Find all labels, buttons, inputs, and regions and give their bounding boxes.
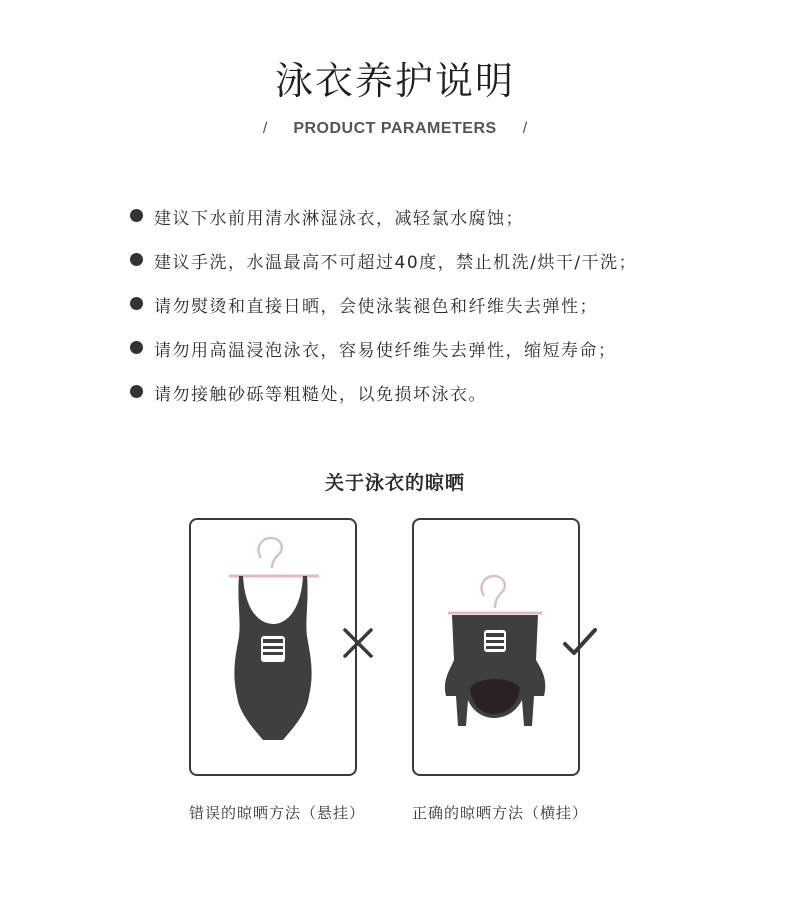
care-tip-text: 请勿接触砂砾等粗糙处，以免损坏泳衣。 — [154, 385, 487, 405]
care-tip-text: 请勿熨烫和直接日晒，会使泳装褪色和纤维失去弹性； — [154, 297, 598, 317]
bullet-icon — [130, 297, 143, 310]
bullet-icon — [130, 385, 143, 398]
care-tip — [130, 336, 750, 380]
care-tip — [130, 292, 750, 336]
subtitle-slash-left: / — [262, 120, 268, 137]
folded-swimsuit-illustration — [414, 520, 578, 774]
wrong-method-caption: 错误的晾晒方法（悬挂） — [189, 804, 366, 822]
check-icon — [562, 626, 598, 660]
wrong-drying-illustration — [189, 518, 357, 776]
subtitle-text: PRODUCT PARAMETERS — [293, 120, 497, 137]
cross-icon — [341, 626, 375, 660]
subtitle-slash-right: / — [522, 120, 528, 137]
bullet-icon — [130, 341, 143, 354]
right-drying-illustration — [412, 518, 580, 776]
care-tip — [130, 248, 750, 292]
drying-section-title: 关于泳衣的晾晒 — [324, 472, 465, 494]
page-title: 泳衣养护说明 — [274, 59, 515, 103]
hanging-swimsuit-illustration — [191, 520, 355, 774]
care-tip-text: 建议下水前用清水淋湿泳衣，减轻氯水腐蚀； — [154, 209, 524, 229]
page-subtitle — [0, 120, 790, 138]
care-tips-list — [130, 204, 750, 424]
right-method-caption: 正确的晾晒方法（横挂） — [412, 804, 589, 822]
care-tip — [130, 204, 750, 248]
care-tip-text: 请勿用高温浸泡泳衣，容易使纤维失去弹性，缩短寿命； — [154, 341, 617, 361]
bullet-icon — [130, 253, 143, 266]
care-tip — [130, 380, 750, 424]
care-tip-text: 建议手洗，水温最高不可超过40度，禁止机洗/烘干/干洗； — [154, 253, 638, 273]
bullet-icon — [130, 209, 143, 222]
